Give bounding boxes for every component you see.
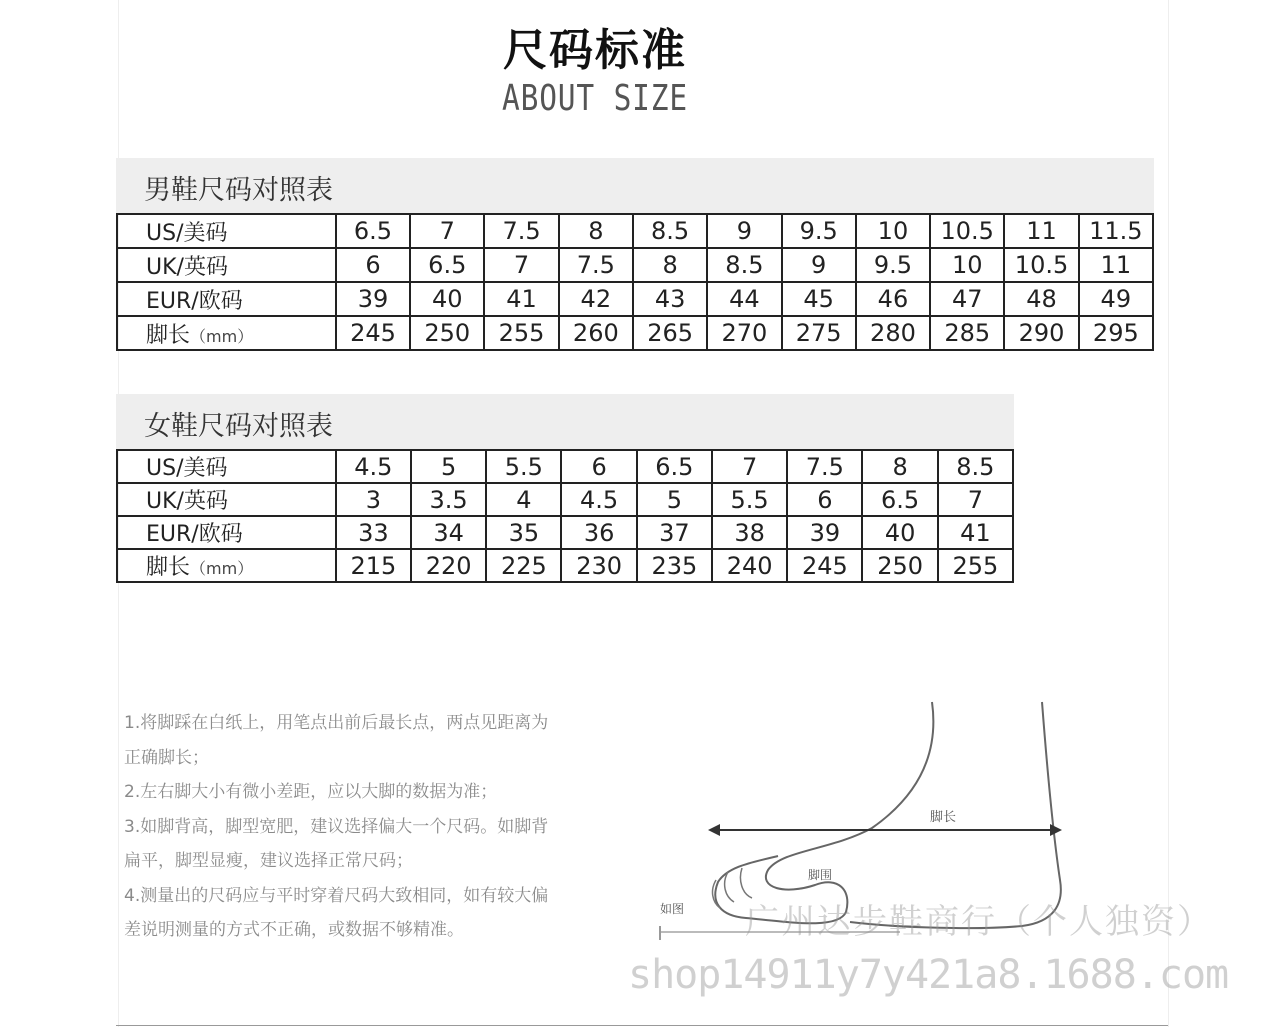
size-cell: 6.5: [410, 248, 484, 282]
size-cell: 43: [633, 282, 707, 316]
size-cell: 10.5: [930, 214, 1004, 248]
instruction-line: 3.如脚背高，脚型宽肥，建议选择偏大一个尺码。如脚背: [124, 816, 549, 837]
women-size-title: 女鞋尺码对照表: [116, 394, 1014, 449]
size-cell: 6.5: [336, 214, 410, 248]
size-label-text: UK/英码: [146, 489, 228, 514]
size-cell: 290: [1004, 316, 1078, 350]
measurement-instructions: [124, 706, 634, 948]
size-cell: 280: [856, 316, 930, 350]
size-cell: 42: [559, 282, 633, 316]
size-cell: 8: [862, 450, 937, 483]
size-cell: 8.5: [633, 214, 707, 248]
watermark-url: shop14911y7y421a8.1688.com: [628, 952, 1229, 998]
women-size-section: [116, 394, 1014, 583]
size-cell: 4.5: [561, 483, 636, 516]
size-cell: 37: [637, 516, 712, 549]
size-cell: 6.5: [862, 483, 937, 516]
size-row-label: [117, 450, 336, 483]
size-cell: 7: [712, 450, 787, 483]
size-cell: 5.5: [486, 450, 561, 483]
size-cell: 49: [1079, 282, 1153, 316]
size-cell: 295: [1079, 316, 1153, 350]
unit-label: （mm）: [190, 326, 254, 346]
watermark-company: 广州达步鞋商行（个人独资）: [745, 902, 1213, 942]
size-row: [117, 282, 1153, 316]
size-cell: 245: [336, 316, 410, 350]
size-cell: 45: [782, 282, 856, 316]
size-cell: 7: [410, 214, 484, 248]
size-cell: 9.5: [856, 248, 930, 282]
size-row: [117, 516, 1013, 549]
size-label-text: EUR/欧码: [146, 288, 243, 314]
arrow-head-left: [708, 824, 720, 836]
size-cell: 235: [637, 549, 712, 582]
size-row: [117, 549, 1013, 582]
size-cell: 255: [938, 549, 1013, 582]
size-cell: 5: [411, 450, 486, 483]
page-subtitle: ABOUT SIZE: [502, 78, 688, 119]
size-cell: 46: [856, 282, 930, 316]
size-cell: 225: [486, 549, 561, 582]
size-row: [117, 450, 1013, 483]
size-cell: 10.5: [1004, 248, 1078, 282]
size-row: [117, 214, 1153, 248]
size-cell: 7: [484, 248, 558, 282]
men-size-title: 男鞋尺码对照表: [116, 158, 1154, 213]
size-cell: 265: [633, 316, 707, 350]
instruction-line: 扁平，脚型显瘦，建议选择正常尺码；: [124, 851, 413, 871]
men-size-table: [116, 213, 1154, 351]
size-cell: 7.5: [559, 248, 633, 282]
size-row-label: [117, 214, 336, 248]
size-cell: 39: [787, 516, 862, 549]
instruction-line: 正确脚长；: [124, 747, 209, 768]
size-row: [117, 248, 1153, 282]
size-cell: 9.5: [782, 214, 856, 248]
size-label-text: 脚长: [146, 322, 191, 348]
size-row-label: [117, 549, 336, 582]
size-cell: 34: [411, 516, 486, 549]
size-cell: 275: [782, 316, 856, 350]
size-row-label: [117, 516, 336, 549]
size-cell: 250: [410, 316, 484, 350]
size-cell: 6.5: [637, 450, 712, 483]
size-label-text: 脚长: [146, 555, 191, 580]
size-cell: 5: [637, 483, 712, 516]
size-row: [117, 483, 1013, 516]
size-row-label: [117, 483, 336, 516]
size-cell: 7: [938, 483, 1013, 516]
size-cell: 4.5: [336, 450, 411, 483]
unit-label: （mm）: [190, 559, 254, 578]
page-title: 尺码标准: [503, 25, 687, 76]
instruction-line: 2.左右脚大小有微小差距，应以大脚的数据为准；: [124, 782, 498, 802]
size-cell: 10: [930, 248, 1004, 282]
size-label-text: US/美码: [146, 456, 228, 481]
size-cell: 40: [862, 516, 937, 549]
size-cell: 3: [336, 483, 411, 516]
bottom-divider: [116, 1025, 1168, 1026]
size-cell: 11.5: [1079, 214, 1153, 248]
size-cell: 250: [862, 549, 937, 582]
size-cell: 35: [486, 516, 561, 549]
arrow-head-right: [1050, 824, 1062, 836]
size-row: [117, 316, 1153, 350]
size-cell: 41: [938, 516, 1013, 549]
size-cell: 8: [559, 214, 633, 248]
size-cell: 6: [336, 248, 410, 282]
size-cell: 38: [712, 516, 787, 549]
size-cell: 285: [930, 316, 1004, 350]
size-label-text: EUR/欧码: [146, 522, 243, 547]
size-cell: 11: [1079, 248, 1153, 282]
size-cell: 8.5: [938, 450, 1013, 483]
size-cell: 41: [484, 282, 558, 316]
size-cell: 240: [712, 549, 787, 582]
size-cell: 255: [484, 316, 558, 350]
instruction-line: 4.测量出的尺码应与平时穿着尺码大致相同，如有较大偏: [124, 885, 549, 906]
size-cell: 11: [1004, 214, 1078, 248]
size-cell: 215: [336, 549, 411, 582]
size-label-text: UK/英码: [146, 254, 228, 280]
size-row-label: [117, 316, 336, 350]
size-cell: 8.5: [707, 248, 781, 282]
size-cell: 245: [787, 549, 862, 582]
size-cell: 10: [856, 214, 930, 248]
size-cell: 3.5: [411, 483, 486, 516]
foot-circumference-label: 脚围: [808, 868, 833, 882]
size-cell: 40: [410, 282, 484, 316]
size-cell: 5.5: [712, 483, 787, 516]
size-cell: 7.5: [787, 450, 862, 483]
size-row-label: [117, 248, 336, 282]
men-size-section: [116, 158, 1154, 351]
size-label-text: US/美码: [146, 220, 228, 246]
size-cell: 230: [561, 549, 636, 582]
instruction-line: 1.将脚踩在白纸上，用笔点出前后最长点，两点见距离为: [124, 713, 549, 733]
instruction-line: 差说明测量的方式不正确，或数据不够精准。: [124, 920, 464, 940]
size-cell: 8: [633, 248, 707, 282]
foot-outline: [715, 702, 933, 923]
size-cell: 6: [787, 483, 862, 516]
figure-label: 如图: [660, 902, 685, 916]
size-cell: 9: [707, 214, 781, 248]
size-cell: 44: [707, 282, 781, 316]
size-cell: 47: [930, 282, 1004, 316]
size-cell: 48: [1004, 282, 1078, 316]
size-row-label: [117, 282, 336, 316]
size-cell: 39: [336, 282, 410, 316]
size-cell: 220: [411, 549, 486, 582]
foot-length-label: 脚长: [930, 810, 957, 825]
size-cell: 6: [561, 450, 636, 483]
women-size-table: [116, 449, 1014, 583]
size-cell: 260: [559, 316, 633, 350]
size-cell: 4: [486, 483, 561, 516]
size-cell: 7.5: [484, 214, 558, 248]
size-cell: 36: [561, 516, 636, 549]
size-cell: 270: [707, 316, 781, 350]
page-border-right: [1168, 0, 1169, 1027]
size-cell: 9: [782, 248, 856, 282]
size-cell: 33: [336, 516, 411, 549]
